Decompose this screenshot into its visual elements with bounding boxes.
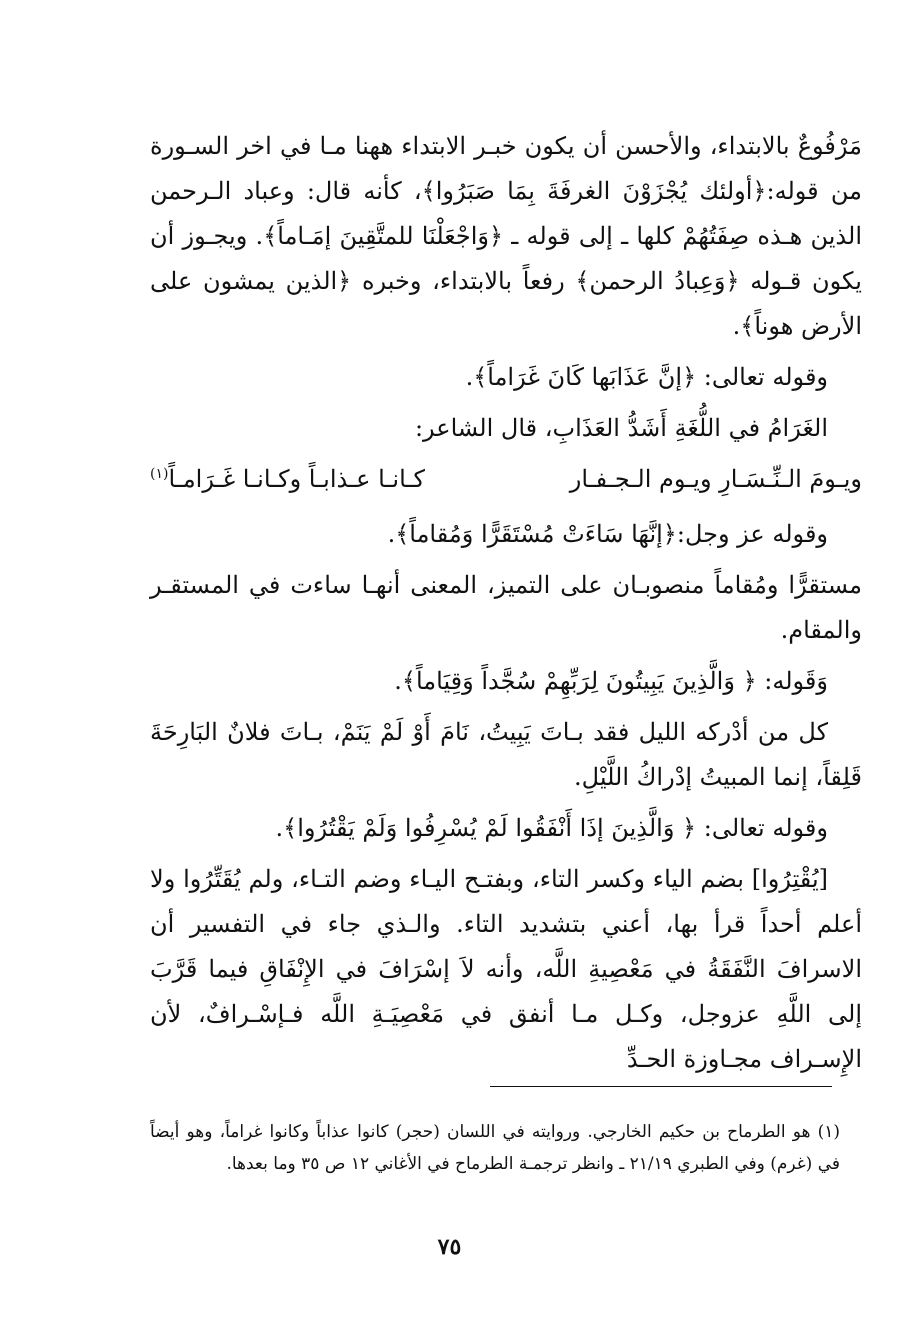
footnote-reference: (١): [150, 466, 169, 482]
paragraph-7: كل من أدْركه الليل فقد بـاتَ يَبِيتُ، نَامَ أَوْ لَمْ يَنَمْ، بـاتَ فلانٌ البَارِحَةَ قَلِقاً، إنما المبيتُ إدْراكُ اللَّيْلِ.: [150, 718, 862, 791]
main-text-body: [150, 124, 862, 1088]
paragraph-1: مَرْفُوعٌ بالابتداء، والأحسن أن يكون خبـر الابتداء ههنا مـا في اخر السـورة من قوله:﴿أولئك يُجْزَوْنَ الغرفَةَ بِمَا صَبَرُوا﴾، كأنه قال: وعباد الـرحمن الذين هـذه صِفَتُهُمْ كلها ـ إلى قوله ـ ﴿وَاجْعَلْنَا للمتَّقِينَ إمَـاماً﴾. ويجـوز أن يكون قـوله ﴿وَعِبادُ الرحمن﴾ رفعاً بالابتداء، وخبره ﴿الذين يمشون على الأرض هوناً﴾.: [150, 132, 862, 340]
footnote-separator: [490, 1086, 832, 1087]
footnote-1: (١) هو الطرماح بن حكيم الخارجي. وروايته في اللسان (حجر) كانوا عذاباً وكانوا غراماً، وهو أيضاً في (غرم) وفي الطبري ٢١/١٩ ـ وانظر ترجمـة الطرماح في الأغاني ١٢ ص ٣٥ وما بعدها.: [150, 1122, 840, 1174]
poetry-verse: [150, 457, 862, 502]
paragraph-5: مستقرًّا ومُقاماً منصوبـان على التميز، المعنى أنهـا ساءت في المستقـر والمقام.: [150, 571, 862, 644]
verse-second-half: كـانـا عـذابـاً وكـانـا غَـرَامـاً: [168, 465, 425, 493]
verse-first-half: ويـومَ الـنِّـسَـارِ ويـوم الـجـفـار: [569, 465, 862, 493]
paragraph-4: وقوله عز وجل:﴿إنَّهَا سَاءَتْ مُسْتَقَرًّا وَمُقاماً﴾.: [387, 520, 828, 548]
paragraph-9: [يُقْتِرُوا] بضم الياء وكسر التاء، وبفتـح اليـاء وضم التـاء، ولم يُقَتِّرُوا ولا أعلم أحداً قرأ بها، أعني بتشديد التاء. والـذي جاء في التفسير أن الاسرافَ النَّفَقَةُ في مَعْصِيةِ اللَّه، وأنه لاَ إسْرَافَ في الإِنْفَاقِ فيما قَرَّبَ إلى اللَّهِ عزوجل، وكـل مـا أنفق في مَعْصِيَـةِ اللَّه فـإسْـرافٌ، لأن الإِسـراف مجـاوزة الحـدِّ: [150, 865, 862, 1073]
paragraph-8: وقوله تعالى: ﴿ وَالَّذِينَ إذَا أَنْفَقُوا لَمْ يُسْرِفُوا وَلَمْ يَقْتُرُوا﴾.: [275, 814, 828, 842]
paragraph-2: وقوله تعالى: ﴿إنَّ عَذَابَها كَانَ غَرَاماً﴾.: [465, 363, 828, 391]
paragraph-6: وَقَوله: ﴿ وَالَّذِينَ يَبِيتُونَ لِرَبِّهِمْ سُجَّداً وَقِيَاماً﴾.: [394, 667, 828, 695]
verse-second-half-wrap: [150, 457, 425, 502]
page-number: ٧٥: [437, 1234, 462, 1260]
paragraph-3: الغَرَامُ في اللُّغَةِ أَشَدُّ العَذَابِ، قال الشاعر:: [414, 414, 828, 442]
